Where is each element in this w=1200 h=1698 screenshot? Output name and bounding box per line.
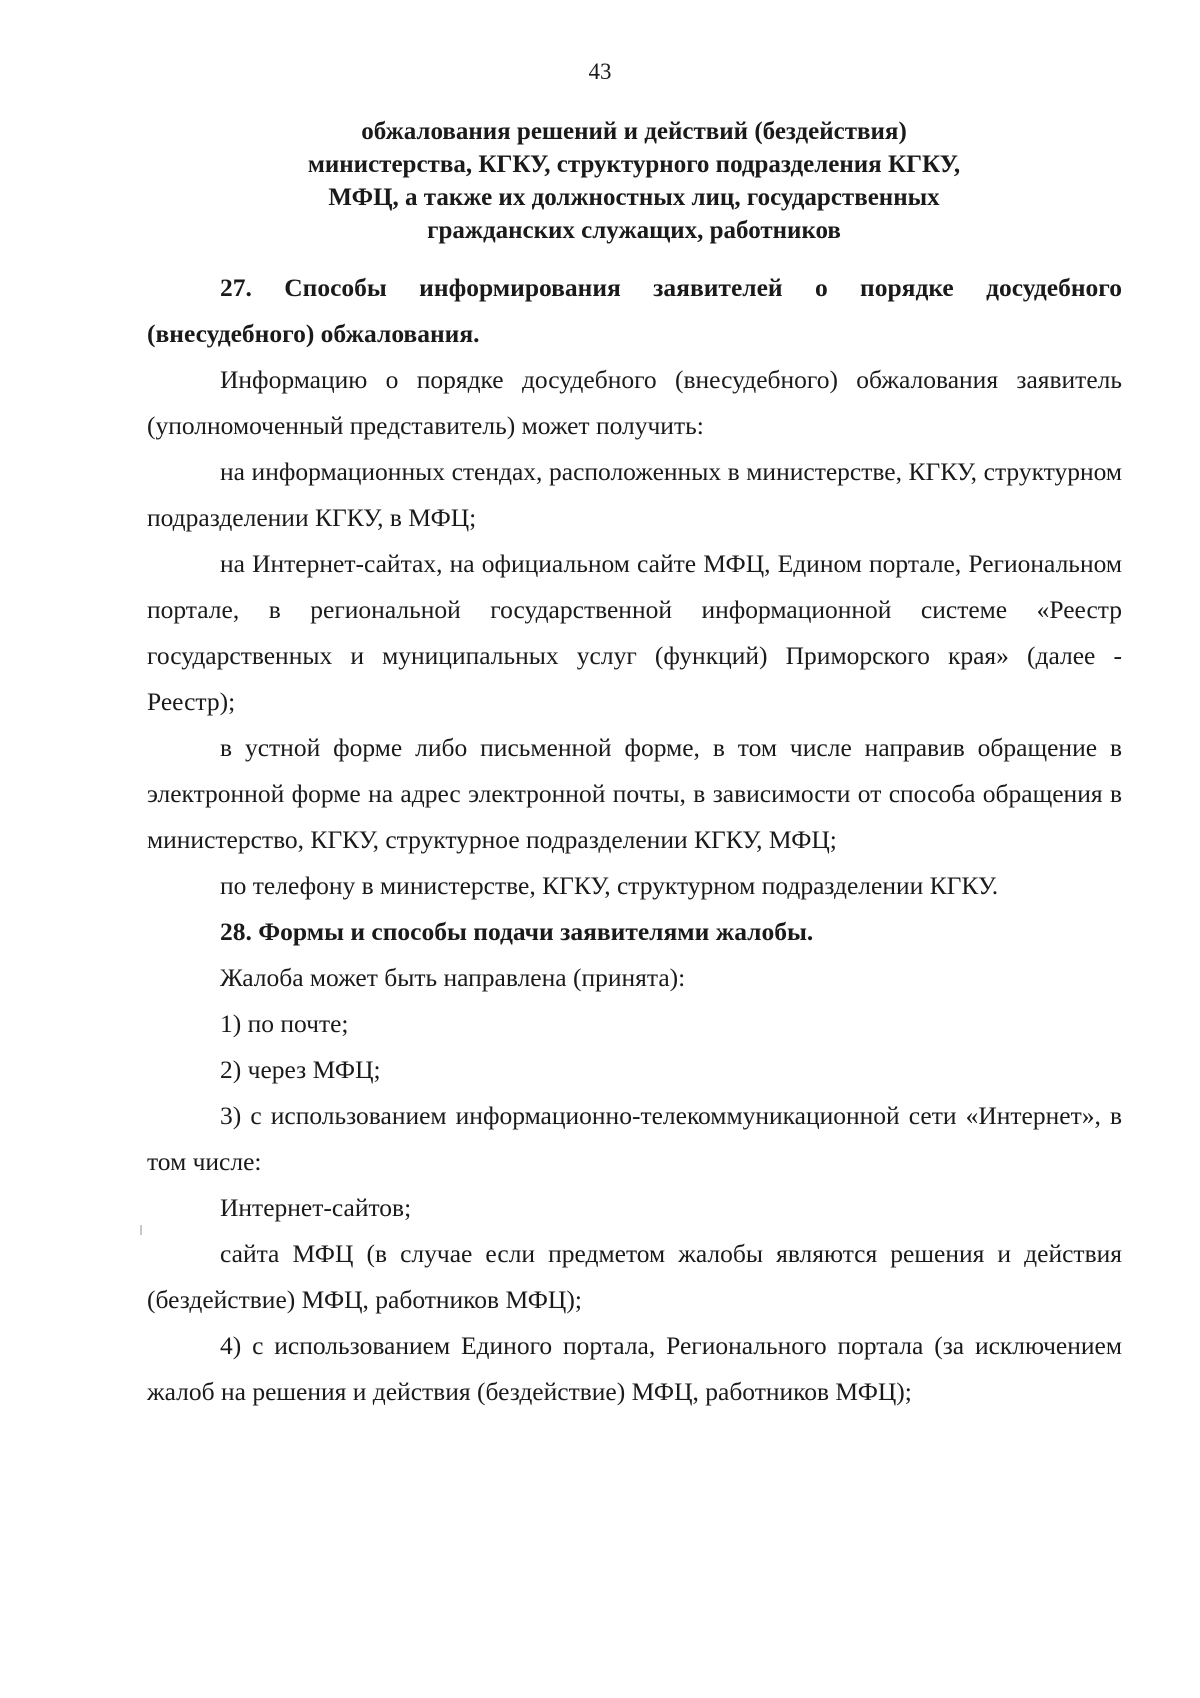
paragraph: Информацию о порядке досудебного (внесудебного) обжалования заявитель (уполномоченный представитель) может получить:	[147, 365, 1122, 440]
paragraph: на Интернет-сайтах, на официальном сайте МФЦ, Едином портале, Региональном портале, в региональной государственной информационной системе «Реестр государственных и муниципальных услуг (функций) Приморского края» (далее - Реестр);	[147, 549, 1122, 716]
section-title-line: обжалования решений и действий (бездействия)	[361, 118, 907, 145]
scan-mark	[140, 1225, 142, 1235]
section-title-line: МФЦ, а также их должностных лиц, государственных	[328, 184, 940, 211]
section-heading-28: 28. Формы и способы подачи заявителями жалобы.	[220, 917, 814, 946]
paragraph: Жалоба может быть направлена (принята):	[220, 963, 686, 992]
section-title	[200, 115, 1068, 247]
section-title-line: гражданских служащих, работников	[427, 217, 841, 244]
list-item: 2) через МФЦ;	[220, 1055, 381, 1084]
section-title-line: министерства, КГКУ, структурного подразделения КГКУ,	[307, 151, 961, 178]
paragraph: по телефону в министерстве, КГКУ, структурном подразделении КГКУ.	[220, 871, 999, 900]
paragraph: на информационных стендах, расположенных в министерстве, КГКУ, структурном подразделении КГКУ, в МФЦ;	[147, 457, 1122, 532]
list-item: 3) с использованием информационно-телекоммуникационной сети «Интернет», в том числе:	[147, 1101, 1122, 1176]
list-item: 1) по почте;	[220, 1009, 349, 1038]
paragraph: в устной форме либо письменной форме, в том числе направив обращение в электронной форме на адрес электронной почты, в зависимости от способа обращения в министерство, КГКУ, структурное подразделении КГКУ, МФЦ;	[147, 733, 1122, 854]
page-number: 43	[588, 59, 612, 84]
list-item: 4) с использованием Единого портала, Регионального портала (за исключением жалоб на решения и действия (бездействие) МФЦ, работников МФЦ);	[147, 1331, 1122, 1406]
paragraph: сайта МФЦ (в случае если предметом жалобы являются решения и действия (бездействие) МФЦ, работников МФЦ);	[147, 1239, 1122, 1314]
document-body	[147, 265, 1122, 1415]
paragraph: Интернет-сайтов;	[220, 1193, 412, 1222]
section-heading-27: 27. Способы информирования заявителей о порядке досудебного (внесудебного) обжалования.	[147, 273, 1122, 348]
